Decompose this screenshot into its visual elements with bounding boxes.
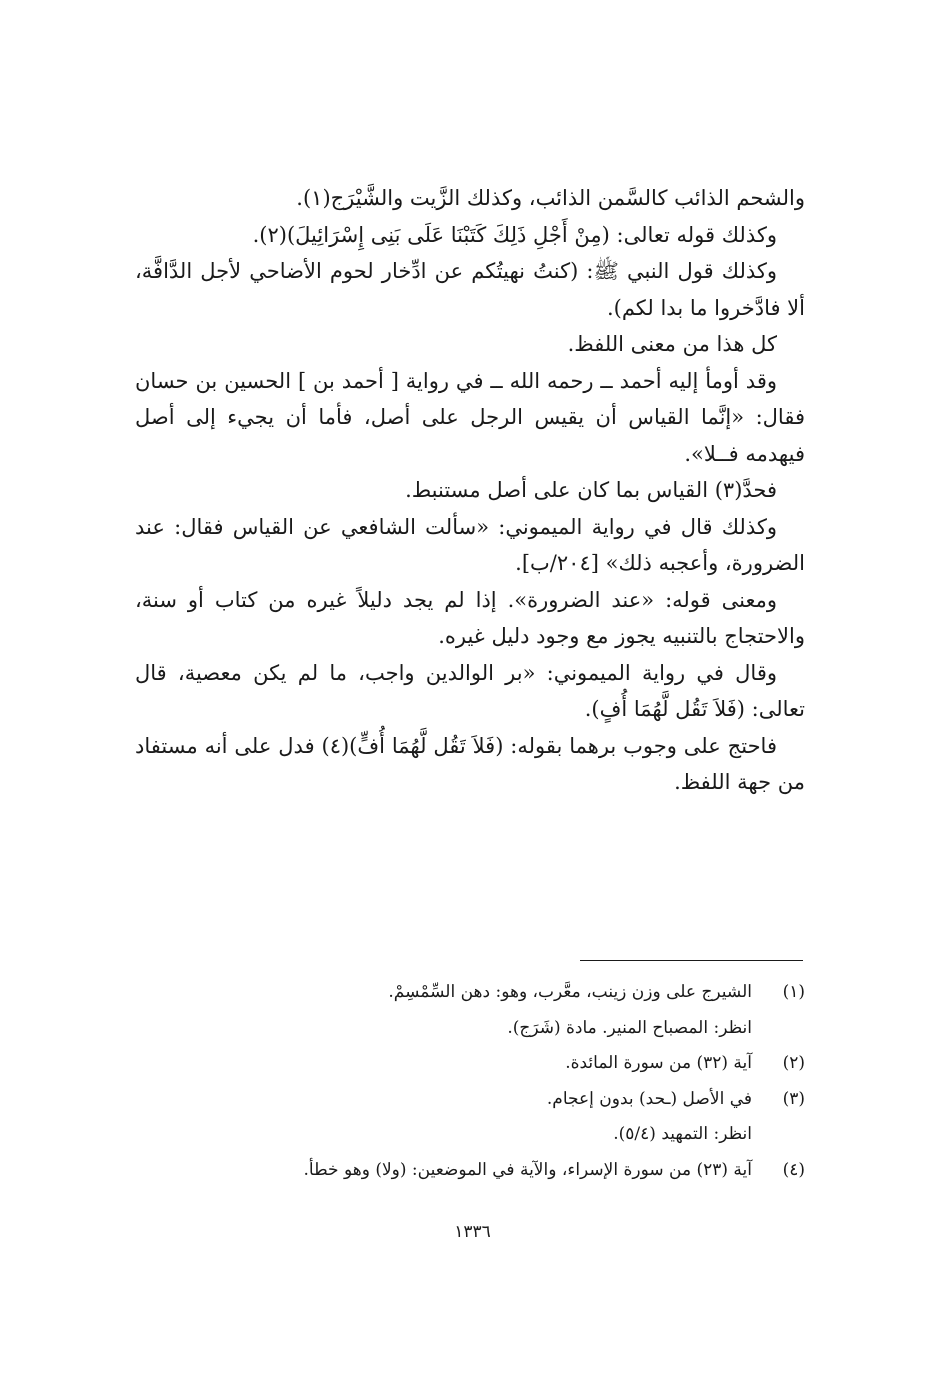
footnote-1: [135, 975, 805, 1011]
footnote-2: [135, 1046, 805, 1082]
footnote-text: آية (٣٢) من سورة المائدة.: [565, 1053, 752, 1073]
paragraph-6: فحدَّ(٣) القياس بما كان على أصل مستنبط.: [405, 478, 777, 502]
footnote-text: آية (٢٣) من سورة الإسراء، والآية في الموضعين: (ولا) وهو خطأ.: [303, 1159, 752, 1180]
footnote-3-continuation: انظر: التمهيد (٥/٤).: [613, 1124, 752, 1144]
footnote-1-continuation: انظر: المصباح المنير. مادة (شَرَج).: [507, 1017, 752, 1038]
main-text: [135, 180, 805, 801]
footnote-number: (٤): [782, 1159, 805, 1180]
footnote-3: [135, 1082, 805, 1118]
paragraph-3: وكذلك قول النبي ﷺ: (كنتُ نهيتُكم عن ادِّخار لحوم الأضاحي لأجل الدَّافَّة، ألا فادَّخروا ما بدا لكم).: [135, 259, 805, 320]
paragraph-4: كل هذا من معنى اللفظ.: [567, 332, 777, 356]
footnote-4: [135, 1153, 805, 1189]
footnotes: [135, 975, 805, 1188]
paragraph-8: ومعنى قوله: «عند الضرورة». إذا لم يجد دليلاً غيره من كتاب أو سنة، والاحتجاج بالتنبيه يجوز مع وجود دليل غيره.: [135, 587, 805, 648]
footnote-number: (١): [782, 982, 805, 1002]
page-number: ١٣٣٦: [454, 1222, 491, 1242]
footnote-number: (٢): [782, 1053, 805, 1073]
footnote-number: (٣): [782, 1088, 805, 1109]
footnote-divider: [580, 960, 803, 961]
paragraph-1: والشحم الذائب كالسَّمن الذائب، وكذلك الزَّيت والشَّيْرَج(١).: [296, 186, 805, 210]
paragraph-10: فاحتج على وجوب برهما بقوله: (فَلاَ تَقُل لَّهُمَا أُفٍّ)(٤) فدل على أنه مستفاد من جهة اللفظ.: [135, 733, 805, 794]
paragraph-9: وقال في رواية الميموني: «بر الوالدين واجب، ما لم يكن معصية، قال تعالى: (فَلاَ تَقُل لَّهُمَا أُفٍ).: [135, 660, 805, 721]
paragraph-7: وكذلك قال في رواية الميموني: «سألت الشافعي عن القياس فقال: عند الضرورة، وأعجبه ذلك» [٢٠٤/ب].: [135, 514, 805, 575]
footnote-text: الشيرج على وزن زينب، معَّرب، وهو: دهن السِّمْسِمْ.: [388, 982, 752, 1002]
footnote-text: في الأصل (ـحد) بدون إعجام.: [546, 1088, 752, 1109]
paragraph-5: وقد أومأ إليه أحمد ــ رحمه الله ــ في رواية [ أحمد بن ] الحسين بن حسان فقال: «إنَّما القياس أن يقيس الرجل على أصل، فأما أن يجيء إلى أصل فيهدمه فــلا».: [135, 368, 805, 466]
paragraph-2: وكذلك قوله تعالى: (مِنْ أَجْلِ ذَلِكَ كَتَبْنَا عَلَى بَنِى إِسْرَائِيلَ)(٢).: [252, 222, 777, 247]
